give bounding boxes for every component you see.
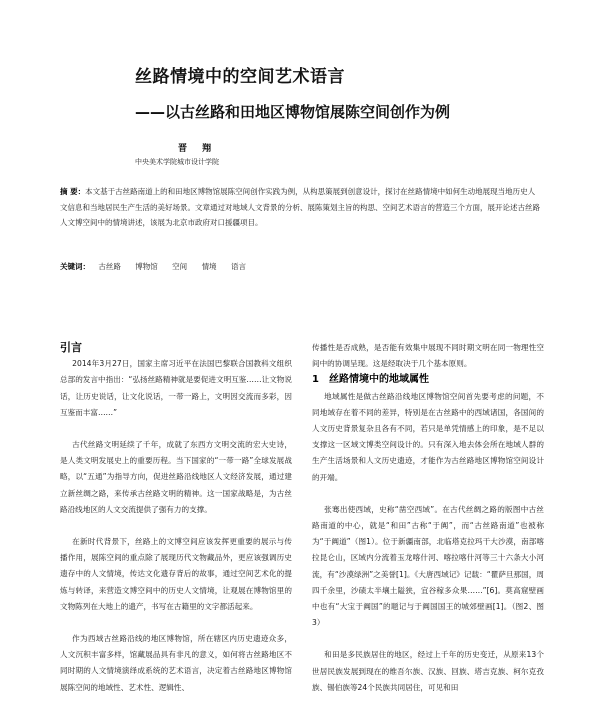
paragraph: 张骞出使西域，史称“凿空西域”。在古代丝绸之路的版图中古丝路南道的中心，就是“和田”古称“于阗”，而“古丝路南道”也被称为“于阗道”（图1）。位于新疆南部，北临塔克拉玛干大沙漠，南部喀拉昆仑山，区域内分流着玉龙喀什河、喀拉喀什河等三十六条大小河流，有“沙漠绿洲”之美誉[1]。《大唐西域记》记载：“瞿萨旦那国，周四千余里，沙碛太半壤土隘狭，宜谷稼多众果……”[6]。莫高窟壁画中也有“大宝于阗国”的题记与于阗国国王的城郊壁画[1]。（图2、图3）: [312, 504, 544, 628]
article-title: 丝路情境中的空间艺术语言: [135, 67, 345, 87]
paragraph: 和田是多民族居住的地区，经过上千年的历史变迁，从原来13个世居民族发展到现在的维吾尔族、汉族、回族、塔吉克族、柯尔克孜族、锡伯族等24个民族共同居住，可见和田: [312, 650, 544, 692]
keyword: 情境: [201, 262, 217, 271]
right-column: [312, 340, 544, 696]
paragraph: 地域属性是做古丝路沿线地区博物馆空间首先要考虑的问题，不同地域存在着不同的差异，特别是在古丝路中的西域诸国，各国间的人文历史背景复杂且各有不同，若只是单凭情感上的印象，是不足以支撑这一区域文博类空间设计的。只有深入地去体会所在地域人群的生产生活场景和人文历史遗迹，才能作为古丝路地区博物馆空间设计的开端。: [312, 391, 544, 482]
keywords-label: 关键词：: [60, 262, 90, 271]
paragraph: 传播性是否成熟，是否能有效集中展现不同时期文明在同一物理性空间中的协调呈现。这是经取决于几个基本原则。: [312, 343, 544, 369]
section-number: 1: [312, 374, 319, 386]
keyword: 古丝路: [98, 262, 121, 271]
abstract: [60, 184, 540, 231]
paragraph: 古代丝路文明延续了千年，成就了东西方文明交流的宏大史诗，是人类文明发展史上的重要历程。当下国家的“一带一路”全球发展战略，以“五通”为指导方向，促进丝路沿线地区人文经济发展，通过建立新丝绸之路，来传承古丝路文明的精神。这一国家战略是，为古丝路沿线地区的人文交流提供了强有力的支撑。: [60, 440, 292, 514]
section-heading: [312, 372, 544, 388]
keyword: 空间: [172, 262, 188, 271]
article-subtitle: ——以古丝路和田地区博物馆展陈空间创作为例: [135, 103, 451, 121]
paragraph: 2014年3月27日，国家主席习近平在法国巴黎联合国教科文组织总部的发言中指出：“弘扬丝路精神就是要促进文明互鉴……让文物说话，让历史说话，让文化说话，一带一路上，文明因交流而多彩，因互鉴而丰富……”: [60, 359, 292, 417]
author-name: 晋 翔: [178, 144, 218, 154]
paragraph: 在新时代背景下，丝路上的文博空间应该发挥更重要的展示与传播作用，展陈空间的重点除了展现历代文物藏品外，更应该强调历史遗存中的人文情境，传达文化遗存背后的故事，通过空间艺术化的提炼与转译，来营造文博空间中的历史人文情境，让观展在博物馆里的文物陈列在大地上的遗产，书写在古籍里的文字都活起来。: [60, 537, 292, 611]
abstract-text: 本文基于古丝路南道上的和田地区博物馆展陈空间创作实践为例，从构思策展到创意设计，探讨在丝路情境中如何生动地展现当地历史人文信息和当地居民生产生活的美好场景。文章通过对地域人文背景的分析、展陈策划主旨的构思、空间艺术语言的营造三个方面，展开论述古丝路人文博空间中的情境讲述，该展为北京市政府对口援疆项目。: [60, 187, 540, 227]
intro-heading: 引言: [60, 341, 82, 354]
keywords: [60, 261, 258, 272]
section-title: 丝路情境中的地域属性: [328, 374, 429, 386]
left-column: [60, 340, 292, 696]
author-affiliation: 中央美术学院城市设计学院: [135, 158, 219, 166]
keyword: 语言: [230, 262, 246, 271]
keyword: 博物馆: [135, 262, 158, 271]
paragraph: 作为西域古丝路沿线的地区博物馆，所在辖区内历史遗迹众多，人文沉积丰富多样，馆藏展品具有非凡的意义，如何将古丝路地区不同时期的人文情境演绎成系统的艺术语言，决定着古丝路地区博物馆展陈空间的地域性、艺术性、逻辑性、: [60, 634, 292, 692]
abstract-label: 摘 要：: [60, 187, 86, 196]
